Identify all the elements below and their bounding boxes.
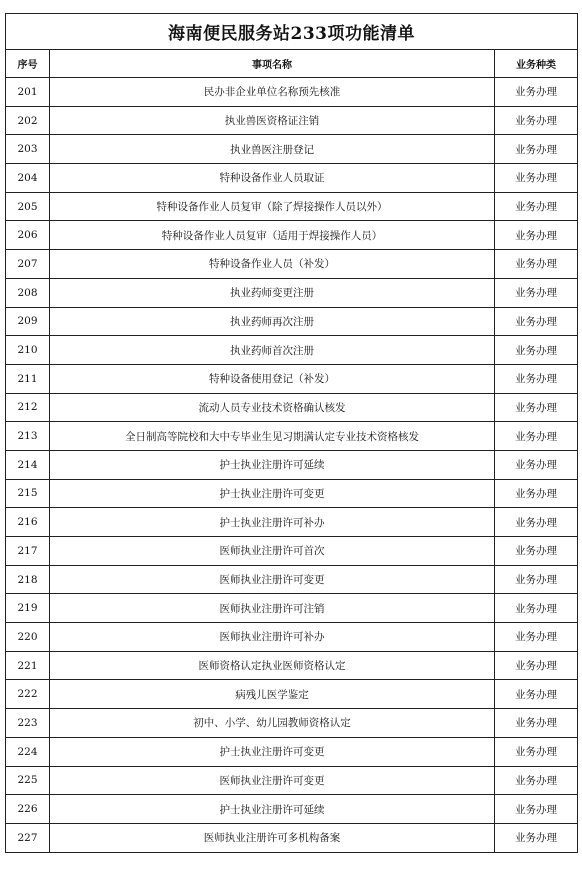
table-row: [6, 795, 578, 824]
row-number-cell: 218: [6, 565, 50, 594]
business-type-cell: 业务办理: [495, 623, 578, 652]
business-type-cell: 业务办理: [495, 709, 578, 738]
table-row: [6, 192, 578, 221]
row-number-cell: 204: [6, 164, 50, 193]
item-name-cell: 民办非企业单位名称预先核准: [50, 78, 495, 107]
header-row: [6, 50, 578, 78]
table-row: [6, 164, 578, 193]
row-number-cell: 202: [6, 106, 50, 135]
row-number-cell: 210: [6, 336, 50, 365]
row-number-cell: 212: [6, 393, 50, 422]
item-name-cell: 流动人员专业技术资格确认核发: [50, 393, 495, 422]
column-header-type: 业务种类: [495, 50, 578, 78]
row-number-cell: 225: [6, 766, 50, 795]
table-row: [6, 565, 578, 594]
row-number-cell: 226: [6, 795, 50, 824]
business-type-cell: 业务办理: [495, 651, 578, 680]
item-name-cell: 全日制高等院校和大中专毕业生见习期满认定专业技术资格核发: [50, 422, 495, 451]
business-type-cell: 业务办理: [495, 78, 578, 107]
table-row: [6, 250, 578, 279]
table-row: [6, 823, 578, 852]
row-number-cell: 220: [6, 623, 50, 652]
item-name-cell: 执业药师变更注册: [50, 278, 495, 307]
business-type-cell: 业务办理: [495, 192, 578, 221]
row-number-cell: 223: [6, 709, 50, 738]
table-row: [6, 278, 578, 307]
table-row: [6, 336, 578, 365]
row-number-cell: 221: [6, 651, 50, 680]
business-type-cell: 业务办理: [495, 422, 578, 451]
business-type-cell: 业务办理: [495, 795, 578, 824]
table-title: 海南便民服务站233项功能清单: [6, 14, 578, 50]
row-number-cell: 213: [6, 422, 50, 451]
business-type-cell: 业务办理: [495, 537, 578, 566]
title-row: [6, 14, 578, 50]
column-header-name: 事项名称: [50, 50, 495, 78]
item-name-cell: 特种设备作业人员取证: [50, 164, 495, 193]
business-type-cell: 业务办理: [495, 221, 578, 250]
row-number-cell: 217: [6, 537, 50, 566]
business-type-cell: 业务办理: [495, 393, 578, 422]
row-number-cell: 219: [6, 594, 50, 623]
business-type-cell: 业务办理: [495, 135, 578, 164]
table-row: [6, 106, 578, 135]
row-number-cell: 214: [6, 450, 50, 479]
item-name-cell: 执业兽医注册登记: [50, 135, 495, 164]
business-type-cell: 业务办理: [495, 594, 578, 623]
business-type-cell: 业务办理: [495, 106, 578, 135]
table-row: [6, 623, 578, 652]
item-name-cell: 医师执业注册许可补办: [50, 623, 495, 652]
item-name-cell: 医师资格认定执业医师资格认定: [50, 651, 495, 680]
item-name-cell: 护士执业注册许可变更: [50, 737, 495, 766]
business-type-cell: 业务办理: [495, 766, 578, 795]
item-name-cell: 执业药师再次注册: [50, 307, 495, 336]
item-name-cell: 医师执业注册许可变更: [50, 565, 495, 594]
row-number-cell: 203: [6, 135, 50, 164]
business-type-cell: 业务办理: [495, 336, 578, 365]
item-name-cell: 特种设备作业人员（补发）: [50, 250, 495, 279]
row-number-cell: 207: [6, 250, 50, 279]
table-row: [6, 766, 578, 795]
table-row: [6, 135, 578, 164]
row-number-cell: 206: [6, 221, 50, 250]
business-type-cell: 业务办理: [495, 508, 578, 537]
row-number-cell: 215: [6, 479, 50, 508]
table-row: [6, 680, 578, 709]
row-number-cell: 208: [6, 278, 50, 307]
row-number-cell: 227: [6, 823, 50, 852]
business-type-cell: 业务办理: [495, 479, 578, 508]
table-row: [6, 364, 578, 393]
item-name-cell: 初中、小学、幼儿园教师资格认定: [50, 709, 495, 738]
table-row: [6, 651, 578, 680]
row-number-cell: 216: [6, 508, 50, 537]
table-row: [6, 594, 578, 623]
business-type-cell: 业务办理: [495, 250, 578, 279]
row-number-cell: 224: [6, 737, 50, 766]
item-name-cell: 医师执业注册许可变更: [50, 766, 495, 795]
table-row: [6, 422, 578, 451]
row-number-cell: 205: [6, 192, 50, 221]
item-name-cell: 护士执业注册许可变更: [50, 479, 495, 508]
item-name-cell: 执业药师首次注册: [50, 336, 495, 365]
row-number-cell: 222: [6, 680, 50, 709]
table-row: [6, 78, 578, 107]
item-name-cell: 病残儿医学鉴定: [50, 680, 495, 709]
business-type-cell: 业务办理: [495, 278, 578, 307]
business-type-cell: 业务办理: [495, 164, 578, 193]
function-list-table: [5, 13, 578, 853]
table-row: [6, 508, 578, 537]
item-name-cell: 特种设备使用登记（补发）: [50, 364, 495, 393]
item-name-cell: 护士执业注册许可补办: [50, 508, 495, 537]
table-row: [6, 307, 578, 336]
business-type-cell: 业务办理: [495, 450, 578, 479]
table-row: [6, 537, 578, 566]
item-name-cell: 特种设备作业人员复审（除了焊接操作人员以外）: [50, 192, 495, 221]
table-body: [6, 78, 578, 853]
table-row: [6, 393, 578, 422]
business-type-cell: 业务办理: [495, 737, 578, 766]
row-number-cell: 201: [6, 78, 50, 107]
table-row: [6, 221, 578, 250]
table-row: [6, 450, 578, 479]
column-header-no: 序号: [6, 50, 50, 78]
table-row: [6, 479, 578, 508]
business-type-cell: 业务办理: [495, 680, 578, 709]
business-type-cell: 业务办理: [495, 565, 578, 594]
table-row: [6, 709, 578, 738]
item-name-cell: 执业兽医资格证注销: [50, 106, 495, 135]
table-row: [6, 737, 578, 766]
item-name-cell: 特种设备作业人员复审（适用于焊接操作人员）: [50, 221, 495, 250]
item-name-cell: 医师执业注册许可首次: [50, 537, 495, 566]
item-name-cell: 护士执业注册许可延续: [50, 795, 495, 824]
row-number-cell: 209: [6, 307, 50, 336]
business-type-cell: 业务办理: [495, 364, 578, 393]
item-name-cell: 护士执业注册许可延续: [50, 450, 495, 479]
item-name-cell: 医师执业注册许可注销: [50, 594, 495, 623]
row-number-cell: 211: [6, 364, 50, 393]
item-name-cell: 医师执业注册许可多机构备案: [50, 823, 495, 852]
business-type-cell: 业务办理: [495, 307, 578, 336]
business-type-cell: 业务办理: [495, 823, 578, 852]
